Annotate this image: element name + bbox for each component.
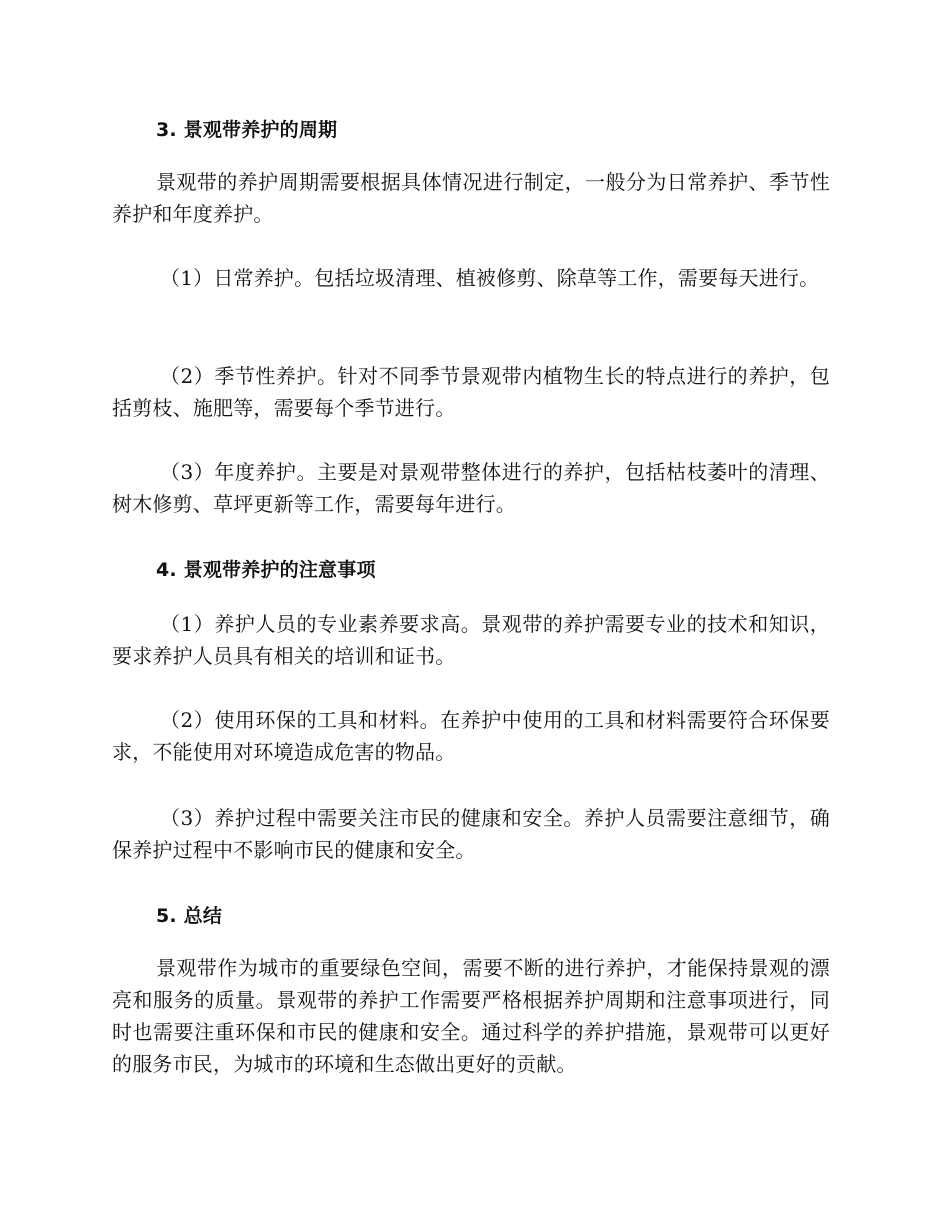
section-3-item-1: （1）日常养护。包括垃圾清理、植被修剪、除草等工作，需要每天进行。 — [160, 266, 820, 290]
section-5-heading: 5. 总结 — [156, 905, 223, 927]
section-4-item-2: （2）使用环保的工具和材料。在养护中使用的工具和材料需要符合环保要求，不能使用对环境造成危害的物品。 — [112, 708, 830, 764]
section-4-item-1: （1）养护人员的专业素养要求高。景观带的养护需要专业的技术和知识，要求养护人员具有相关的培训和证书。 — [112, 612, 830, 668]
section-3-item-3: （3）年度养护。主要是对景观带整体进行的养护，包括枯枝萎叶的清理、树木修剪、草坪更新等工作，需要每年进行。 — [112, 460, 830, 516]
section-4-item-3: （3）养护过程中需要关注市民的健康和安全。养护人员需要注意细节，确保养护过程中不影响市民的健康和安全。 — [112, 806, 830, 862]
section-3-item-2: （2）季节性养护。针对不同季节景观带内植物生长的特点进行的养护，包括剪枝、施肥等，需要每个季节进行。 — [112, 364, 830, 420]
section-3-heading: 3. 景观带养护的周期 — [156, 119, 338, 141]
section-5-body: 景观带作为城市的重要绿色空间，需要不断的进行养护，才能保持景观的漂亮和服务的质量。景观带的养护工作需要严格根据养护周期和注意事项进行，同时也需要注重环保和市民的健康和安全。通过科学的养护措施，景观带可以更好的服务市民，为城市的环境和生态做出更好的贡献。 — [112, 956, 830, 1076]
section-4-heading: 4. 景观带养护的注意事项 — [156, 559, 376, 581]
section-3-intro: 景观带的养护周期需要根据具体情况进行制定，一般分为日常养护、季节性养护和年度养护。 — [112, 170, 830, 226]
